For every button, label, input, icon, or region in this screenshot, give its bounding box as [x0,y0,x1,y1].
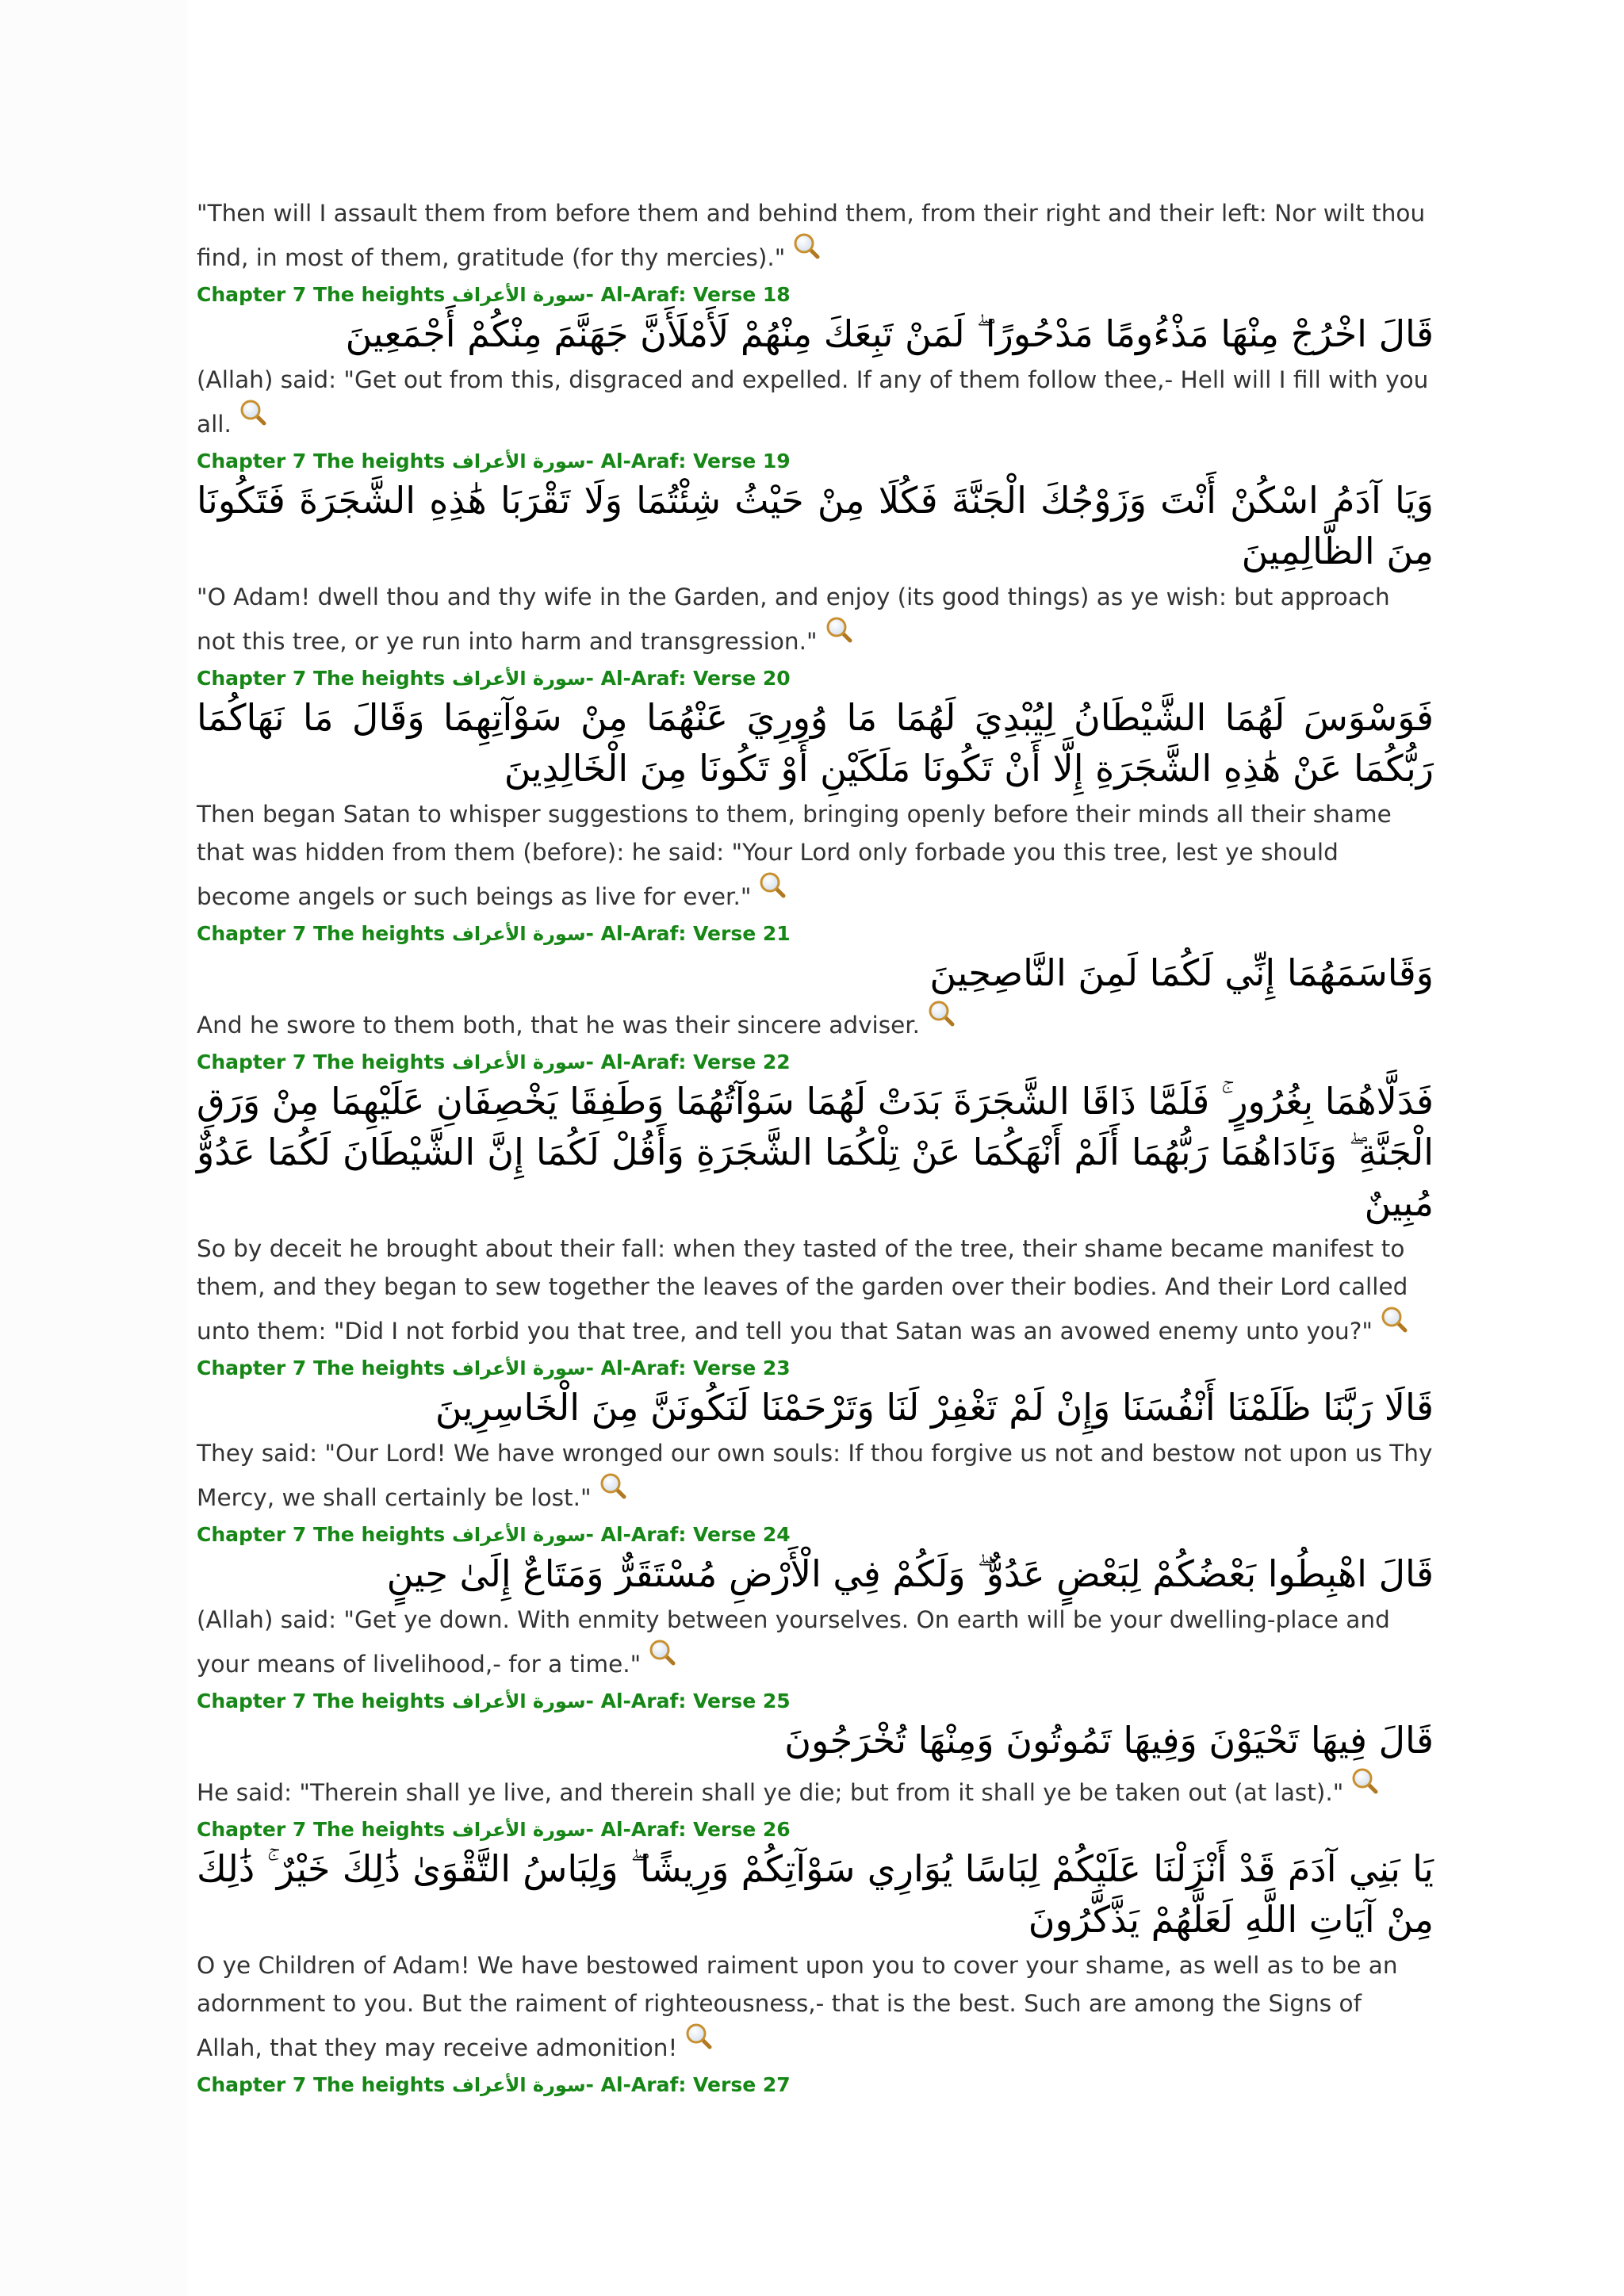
chapter-label: Chapter 7 The heights [197,1818,446,1841]
reference-separator: - [585,450,601,473]
verse-reference [197,448,1434,475]
arabic-verse-text: فَوَسْوَسَ لَهُمَا الشَّيْطَانُ لِيُبْدِيَ لَهُمَا مَا وُورِيَ عَنْهُمَا مِنْ سَوْآتِهِمَا وَقَالَ مَا نَهَاكُمَا رَبُّكُمَا عَنْ هَٰذِهِ الشَّجَرَةِ إِلَّا أَنْ تَكُونَا مَلَكَيْنِ أَوْ تَكُونَا مِنَ الْخَالِدِينَ [197,696,1434,790]
chapter-label: Chapter 7 The heights [197,450,446,473]
verse-number: 21 [762,922,791,945]
verse-list [197,281,1434,2072]
chapter-label: Chapter 7 The heights [197,1689,446,1712]
surah-english-name: Al-Araf [600,667,679,690]
reference-separator: - [585,1689,601,1712]
reference-separator: - [585,1818,601,1841]
surah-arabic-name: سورة الأعراف [452,284,586,306]
translation-text: They said: "Our Lord! We have wronged our own souls: If thou forgive us not and bestow not upon us Thy Mercy, we shall certainly be lost." [197,1440,1433,1511]
translation-text: Then began Satan to whisper suggestions to them, bringing openly before their minds all their shame that was hidden from them (before): he said: "Your Lord only forbade you this tree, lest ye should become angels or such beings as live for ever." [197,801,1392,910]
reference-separator: - [585,1357,601,1380]
surah-arabic-name: سورة الأعراف [452,2074,586,2096]
surah-english-name: Al-Araf [600,1523,679,1546]
verse-prefix: : Verse [678,1523,763,1546]
surah-english-name: Al-Araf [600,2073,679,2096]
chapter-label: Chapter 7 The heights [197,1357,446,1380]
verse-translation [197,1767,1434,1816]
reference-separator: - [585,283,601,306]
verse-translation [197,194,1434,281]
surah-arabic-name: سورة الأعراف [452,1524,586,1546]
magnifier-icon[interactable] [1351,1767,1378,1794]
arabic-verse-text: فَدَلَّاهُمَا بِغُرُورٍ ۚ فَلَمَّا ذَاقَا الشَّجَرَةَ بَدَتْ لَهُمَا سَوْآتُهُمَا وَطَفِقَا يَخْصِفَانِ عَلَيْهِمَا مِنْ وَرَقِ الْجَنَّةِ ۖ وَنَادَاهُمَا رَبُّهُمَا أَلَمْ أَنْهَكُمَا عَنْ تِلْكُمَا الشَّجَرَةِ وَأَقُلْ لَكُمَا إِنَّ الشَّيْطَانَ لَكُمَا عَدُوٌّ مُبِينٌ [197,1080,1434,1224]
magnifier-icon[interactable] [928,1000,955,1027]
verse-prefix: : Verse [678,2073,763,2096]
magnifier-icon[interactable] [599,1472,626,1499]
magnifier-icon[interactable] [239,399,266,426]
verse-number: 24 [762,1523,791,1546]
chapter-label: Chapter 7 The heights [197,922,446,945]
surah-arabic-name: سورة الأعراف [452,450,586,473]
verse-block [197,1816,1434,2072]
verse-prefix: : Verse [678,1050,763,1073]
verse-number: 19 [762,450,791,473]
magnifier-icon[interactable] [649,1639,676,1666]
verse-number: 25 [762,1689,791,1712]
verse-reference [197,665,1434,692]
verse-block [197,920,1434,1049]
reference-separator: - [585,922,601,945]
surah-english-name: Al-Araf [600,1689,679,1712]
arabic-verse-text: قَالَا رَبَّنَا ظَلَمْنَا أَنْفُسَنَا وَإِنْ لَمْ تَغْفِرْ لَنَا وَتَرْحَمْنَا لَنَكُونَنَّ مِنَ الْخَاسِرِينَ [435,1386,1434,1429]
verse-reference [197,2072,1434,2099]
surah-english-name: Al-Araf [600,1818,679,1841]
verse-prefix: : Verse [678,283,763,306]
chapter-label: Chapter 7 The heights [197,283,446,306]
magnifier-icon[interactable] [825,616,852,643]
magnifier-icon[interactable] [1381,1306,1408,1333]
arabic-verse-text: قَالَ اهْبِطُوا بَعْضُكُمْ لِبَعْضٍ عَدُوٌّ ۖ وَلَكُمْ فِي الْأَرْضِ مُسْتَقَرٌّ وَمَتَاعٌ إِلَىٰ حِينٍ [386,1552,1434,1595]
surah-arabic-name: سورة الأعراف [452,1690,586,1712]
translation-text: (Allah) said: "Get out from this, disgraced and expelled. If any of them follow thee,- Hell will I fill with you all. [197,366,1429,438]
surah-arabic-name: سورة الأعراف [452,1357,586,1380]
verse-number: 23 [762,1357,791,1380]
verse-translation [197,1946,1434,2072]
chapter-label: Chapter 7 The heights [197,2073,446,2096]
chapter-label: Chapter 7 The heights [197,1523,446,1546]
verse-number: 27 [762,2073,791,2096]
verse-number: 18 [762,283,791,306]
verse-translation [197,1230,1434,1355]
surah-arabic-name: سورة الأعراف [452,923,586,945]
arabic-verse-text: وَيَا آدَمُ اسْكُنْ أَنْتَ وَزَوْجُكَ الْجَنَّةَ فَكُلَا مِنْ حَيْثُ شِئْتُمَا وَلَا تَقْرَبَا هَٰذِهِ الشَّجَرَةَ فَتَكُونَا مِنَ الظَّالِمِينَ [197,479,1434,572]
verse-translation [197,1000,1434,1049]
surah-english-name: Al-Araf [600,1050,679,1073]
translation-text: "Then will I assault them from before them and behind them, from their right and their left: Nor wilt thou find, in most of them, gratitude (for thy mercies)." [197,200,1426,271]
surah-english-name: Al-Araf [600,922,679,945]
surah-english-name: Al-Araf [600,283,679,306]
arabic-verse-text: وَقَاسَمَهُمَا إِنِّي لَكُمَا لَمِنَ النَّاصِحِينَ [929,951,1434,994]
verse-translation [197,1601,1434,1688]
document-page [197,194,1434,2099]
chapter-label: Chapter 7 The heights [197,1050,446,1073]
reference-separator: - [585,1523,601,1546]
translation-text: (Allah) said: "Get ye down. With enmity between yourselves. On earth will be your dwelling-place and your means of livelihood,- for a time." [197,1606,1390,1678]
arabic-verse-text: يَا بَنِي آدَمَ قَدْ أَنْزَلْنَا عَلَيْكُمْ لِبَاسًا يُوَارِي سَوْآتِكُمْ وَرِيشًا ۖ وَلِبَاسُ التَّقْوَىٰ ذَٰلِكَ خَيْرٌ ۚ ذَٰلِكَ مِنْ آيَاتِ اللَّهِ لَعَلَّهُمْ يَذَّكَّرُونَ [197,1847,1434,1941]
translation-text: So by deceit he brought about their fall: when they tasted of the tree, their shame became manifest to them, and they began to sew together the leaves of the garden over their bodies. And their Lord called unto them: "Did I not forbid you that tree, and tell you that Satan was an avowed enemy unto you?" [197,1235,1408,1345]
verse-reference [197,1355,1434,1382]
verse-number: 26 [762,1818,791,1841]
reference-separator: - [585,1050,601,1073]
arabic-verse-text: قَالَ اخْرُجْ مِنْهَا مَذْءُومًا مَدْحُورًا ۖ لَمَنْ تَبِعَكَ مِنْهُمْ لَأَمْلَأَنَّ جَهَنَّمَ مِنْكُمْ أَجْمَعِينَ [345,312,1434,355]
verse-prefix: : Verse [678,1689,763,1712]
verse-number: 20 [762,667,791,690]
arabic-verse-text: قَالَ فِيهَا تَحْيَوْنَ وَفِيهَا تَمُوتُونَ وَمِنْهَا تُخْرَجُونَ [784,1719,1434,1762]
translation-text: And he swore to them both, that he was their sincere adviser. [197,1012,921,1039]
translation-text: O ye Children of Adam! We have bestowed raiment upon you to cover your shame, as well as to be an adornment to you. But the raiment of righteousness,- that is the best. Such are among the Signs of Allah, that they may receive admonition! [197,1952,1398,2061]
translation-text: He said: "Therein shall ye live, and therein shall ye die; but from it shall ye be taken out (at last)." [197,1779,1344,1806]
verse-reference [197,1521,1434,1548]
verse-reference [197,1688,1434,1715]
verse-reference [197,1816,1434,1843]
verse-reference [197,920,1434,947]
surah-arabic-name: سورة الأعراف [452,668,586,690]
verse-translation [197,578,1434,665]
chapter-label: Chapter 7 The heights [197,667,446,690]
verse-translation [197,1434,1434,1521]
verse-block [197,1049,1434,1355]
verse-prefix: : Verse [678,1818,763,1841]
verse-prefix: : Verse [678,1357,763,1380]
reference-separator: - [585,2073,601,2096]
reference-separator: - [585,667,601,690]
verse-prefix: : Verse [678,667,763,690]
surah-english-name: Al-Araf [600,1357,679,1380]
surah-english-name: Al-Araf [600,450,679,473]
verse-translation [197,361,1434,448]
verse-block [197,665,1434,920]
magnifier-icon[interactable] [793,232,820,259]
verse-block [197,1521,1434,1688]
verse-block [197,1688,1434,1816]
verse-reference [197,1049,1434,1076]
magnifier-icon[interactable] [685,2022,712,2049]
verse-prefix: : Verse [678,922,763,945]
surah-arabic-name: سورة الأعراف [452,1051,586,1073]
verse-translation [197,795,1434,920]
verse-block [197,448,1434,665]
page-margin [0,0,187,2296]
magnifier-icon[interactable] [759,871,786,898]
verse-block [197,1355,1434,1521]
translation-text: "O Adam! dwell thou and thy wife in the Garden, and enjoy (its good things) as ye wish: but approach not this tree, or ye run into harm and transgression." [197,584,1390,655]
surah-arabic-name: سورة الأعراف [452,1819,586,1841]
verse-prefix: : Verse [678,450,763,473]
verse-number: 22 [762,1050,791,1073]
verse-reference [197,281,1434,308]
verse-block [197,281,1434,448]
